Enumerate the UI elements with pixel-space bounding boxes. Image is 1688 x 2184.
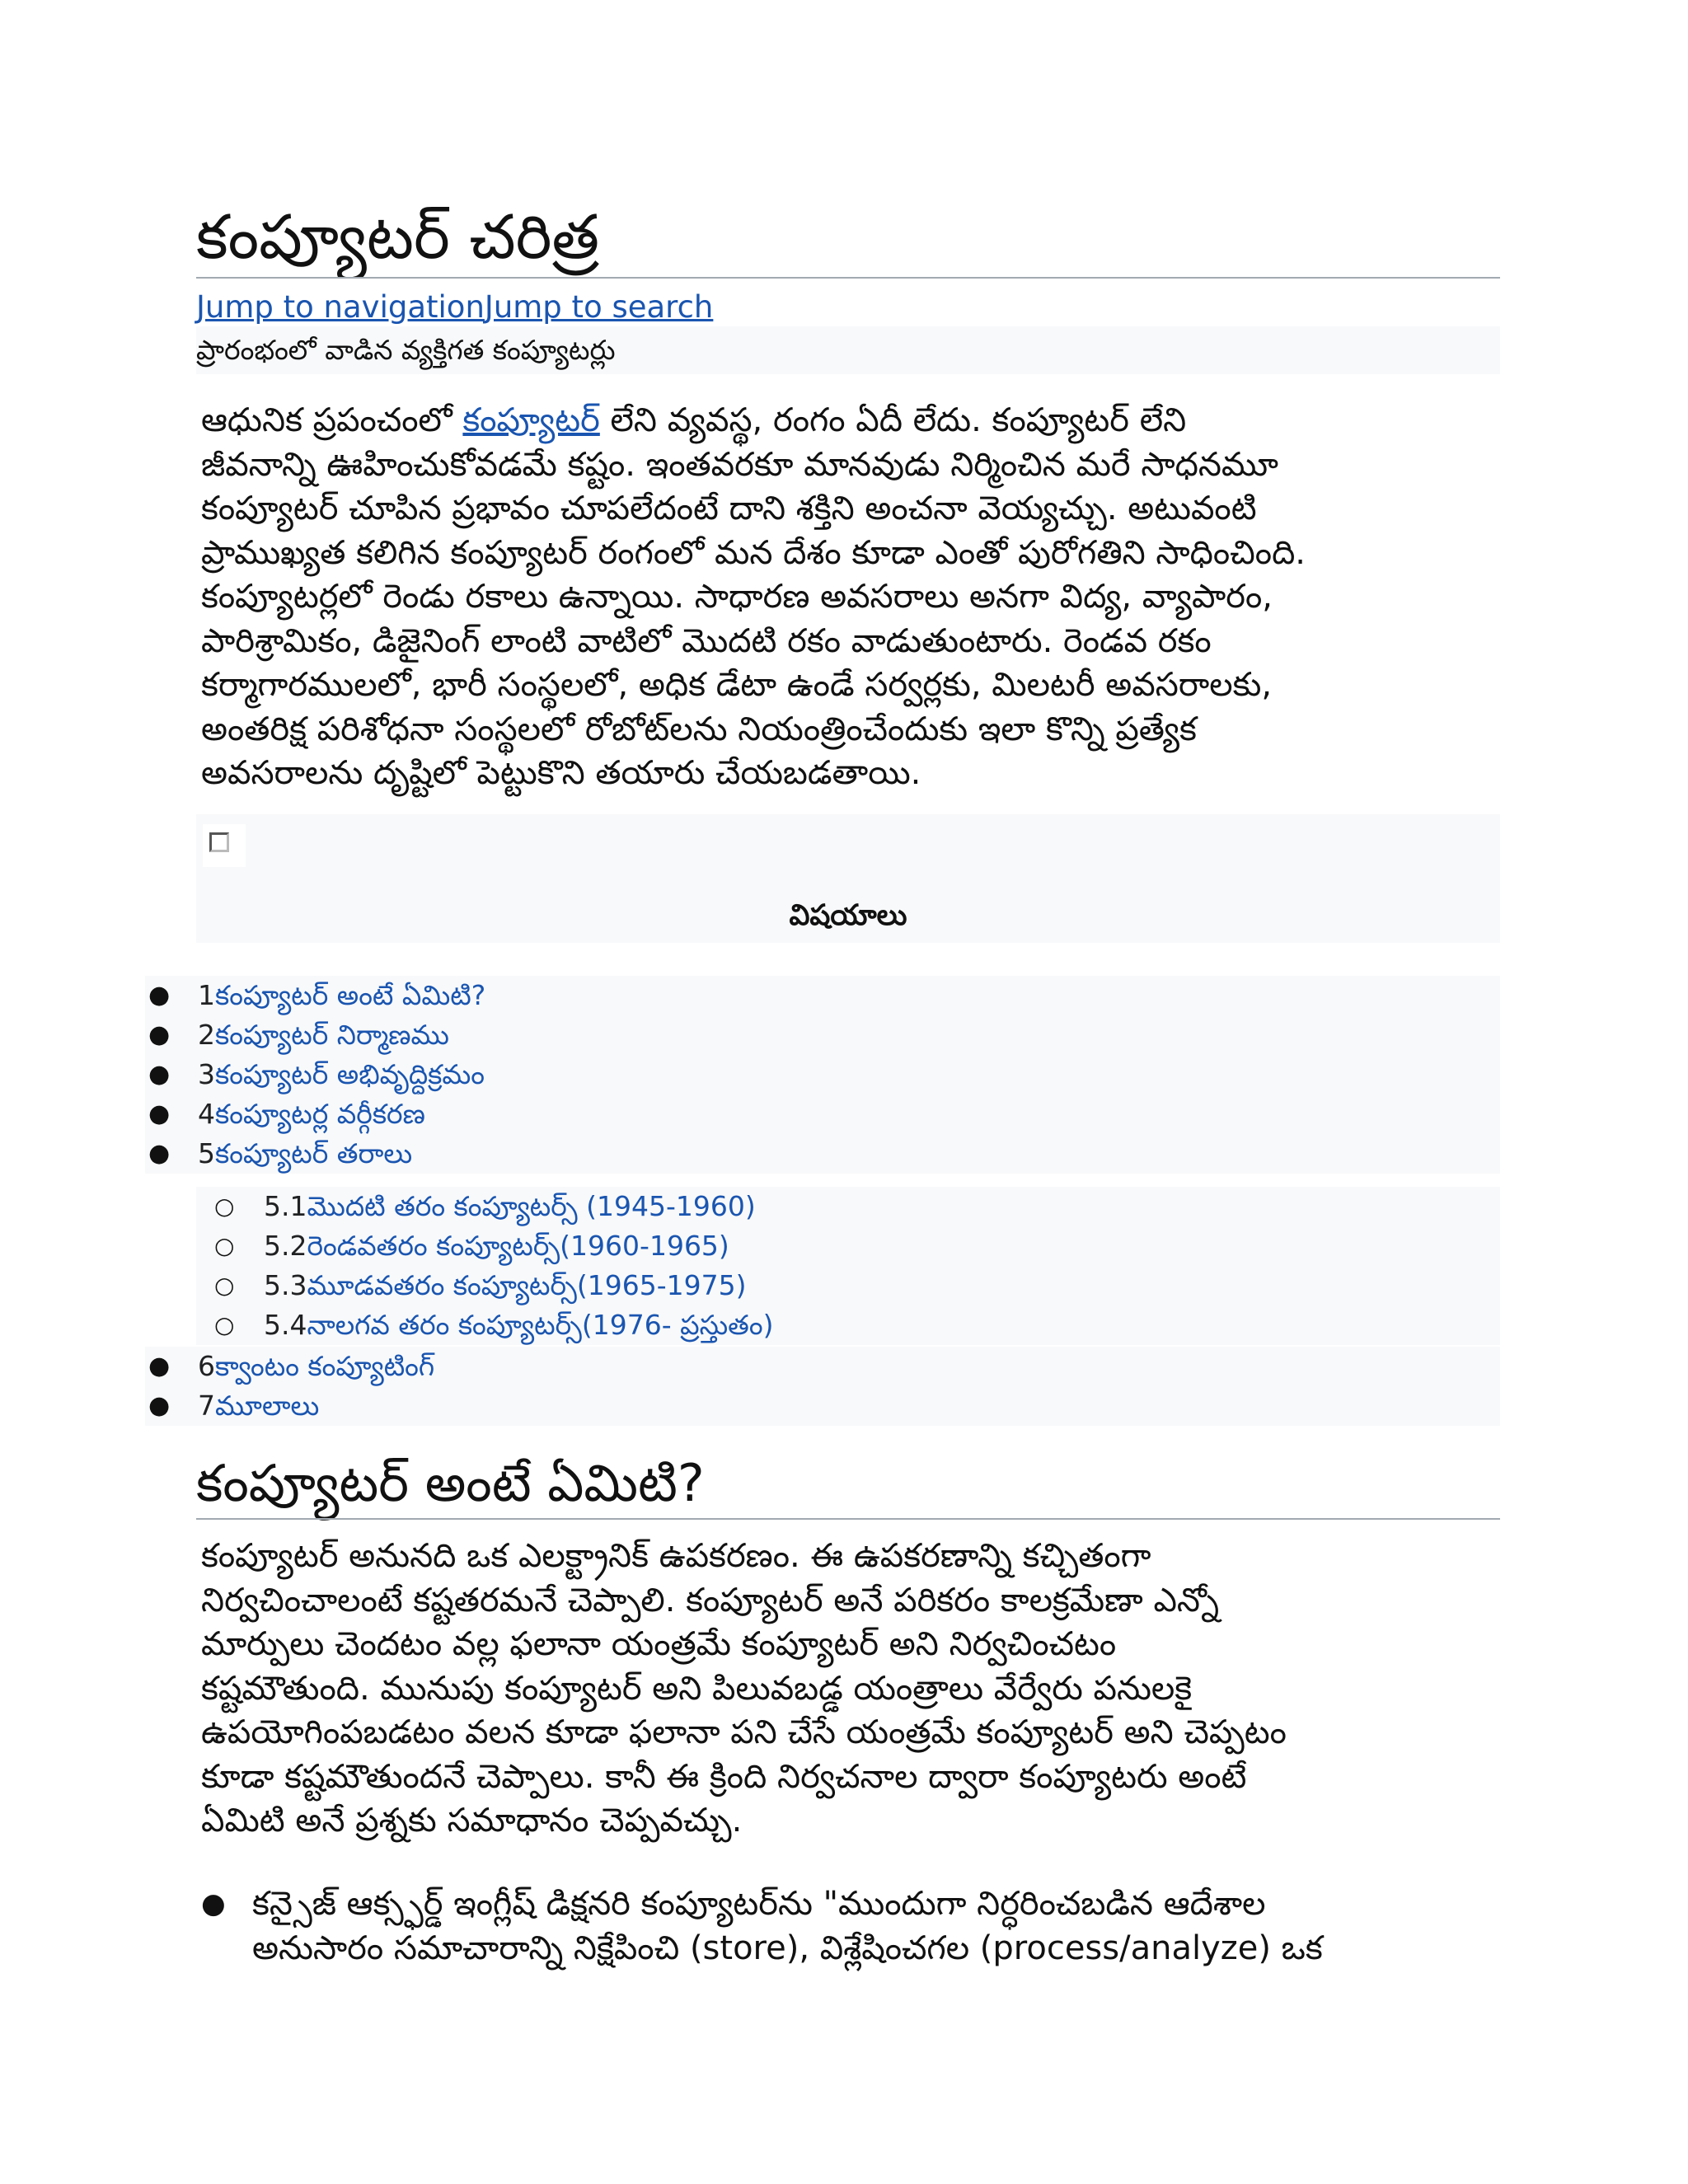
toc-subitem[interactable] <box>196 1266 1500 1305</box>
toc-number: 5.3 <box>264 1269 307 1301</box>
toc-title: విషయాలు <box>789 899 907 932</box>
toc-subitem[interactable] <box>196 1305 1500 1345</box>
paragraph-line: నిర్వచించాలంటే కష్టతరమనే చెప్పాలి. కంప్యూటర్ అనే పరికరం కాలక్రమేణా ఎన్నో <box>201 1581 1219 1619</box>
intro-line: ప్రాముఖ్యత కలిగిన కంప్యూటర్ రంగంలో మన దేశం కూడా ఎంతో పురోగతిని సాధించింది. <box>201 533 1306 572</box>
intro-line: జీవనాన్ని ఊహించుకోవడమే కష్టం. ఇంతవరకూ మానవుడు నిర్మించిన మరే సాధనమూ <box>201 445 1278 484</box>
toc-link[interactable]: మూడవతరం కంప్యూటర్స్(1965-1975) <box>307 1269 747 1301</box>
paragraph-line: కూడా కష్టమౌతుందనే చెప్పాలు. కానీ ఈ క్రింది నిర్వచనాల ద్వారా కంప్యూటరు అంటే <box>201 1757 1247 1796</box>
section-divider <box>196 1518 1500 1520</box>
bullet-icon: ● <box>148 1020 171 1049</box>
paragraph-line: ఉపయోగింపబడటం వలన కూడా ఫలానా పని చేసే యంత్రమే కంప్యూటర్ అని చెప్పటం <box>201 1713 1287 1751</box>
toc-number: 1 <box>198 979 215 1011</box>
image-caption: ప్రారంభంలో వాడిన వ్యక్తిగత కంప్యూటర్లు <box>196 326 1500 374</box>
section-heading: కంప్యూటర్ అంటే ఏమిటి? <box>196 1453 705 1513</box>
paragraph-line: మార్పులు చెందటం వల్ల ఫలానా యంత్రమే కంప్యూటర్ అని నిర్వచించటం <box>201 1625 1117 1663</box>
bullet-icon: ● <box>148 1139 171 1168</box>
definition-item <box>252 1882 1489 1971</box>
bullet-icon: ● <box>148 981 171 1010</box>
toc-link[interactable]: మొదటి తరం కంప్యూటర్స్ (1945-1960) <box>307 1190 756 1222</box>
toc-link[interactable]: కంప్యూటర్ అభివృద్ధిక్రమం <box>215 1058 485 1090</box>
bullet-icon: ● <box>201 1887 226 1920</box>
toc-number: 6 <box>198 1350 215 1382</box>
jump-links <box>196 288 713 326</box>
toc-link[interactable]: కంప్యూటర్ తరాలు <box>215 1137 413 1169</box>
toc-link[interactable]: కంప్యూటర్ల వర్గీకరణ <box>215 1098 425 1130</box>
intro-paragraph <box>201 399 1495 796</box>
section-paragraph <box>201 1535 1495 1844</box>
toc-link[interactable]: కంప్యూటర్ నిర్మాణము <box>215 1019 449 1051</box>
toc-link[interactable]: నాలగవ తరం కంప్యూటర్స్(1976- ప్రస్తుతం) <box>307 1309 774 1341</box>
toc-item[interactable] <box>145 976 1500 1015</box>
intro-text: ఆధునిక ప్రపంచంలో <box>201 401 463 439</box>
toc-number: 7 <box>198 1390 215 1422</box>
toc-number: 5.2 <box>264 1230 307 1262</box>
intro-line: పారిశ్రామికం, డిజైనింగ్ లాంటి వాటిలో మొదటి రకం వాడుతుంటారు. రెండవ రకం <box>201 621 1212 660</box>
toc-item[interactable] <box>145 1055 1500 1094</box>
paragraph-line: కంప్యూటర్ అనునది ఒక ఎలక్ట్రానిక్ ఉపకరణం. ఈ ఉపకరణాన్ని కచ్చితంగా <box>201 1537 1151 1575</box>
bullet-icon: ● <box>148 1060 171 1089</box>
intro-line: కంప్యూటర్లలో రెండు రకాలు ఉన్నాయి. సాధారణ అవసరాలు అనగా విద్య, వ్యాపారం, <box>201 578 1273 616</box>
toc-item[interactable] <box>145 1094 1500 1134</box>
toc-entry <box>198 1134 412 1174</box>
jump-to-navigation-link[interactable]: Jump to navigation <box>196 289 485 325</box>
toc-item[interactable] <box>145 1347 1500 1386</box>
toc-entry <box>264 1266 746 1305</box>
intro-line: కర్మాగారములలో, భారీ సంస్థలలో, అధిక డేటా ఉండే సర్వర్లకు, మిలటరీ అవసరాలకు, <box>201 666 1273 704</box>
definition-line: కన్సైజ్ ఆక్స్ఫర్డ్ ఇంగ్లీష్ డిక్షనరి కంప్యూటర్‌ను "ముందుగా నిర్ధరించబడిన ఆదేశాల <box>252 1885 1266 1923</box>
definition-line: అనుసారం సమాచారాన్ని నిక్షేపించి (store), విశ్లేషించగల (process/analyze) ఒక <box>252 1929 1323 1967</box>
toc-item[interactable] <box>145 1386 1500 1426</box>
toc-item[interactable] <box>145 1015 1500 1055</box>
toc-number: 5.1 <box>264 1190 307 1222</box>
toc-entry <box>198 1094 425 1134</box>
intro-line: కంప్యూటర్ చూపిన ప్రభావం చూపలేదంటే దాని శక్తిని అంచనా వెయ్యచ్చు. అటువంటి <box>201 490 1257 527</box>
toc-number: 5 <box>198 1137 215 1169</box>
toc-subitem[interactable] <box>196 1226 1500 1266</box>
toc-link[interactable]: మూలాలు <box>215 1390 320 1422</box>
intro-line: అవసరాలను దృష్టిలో పెట్టుకొని తయారు చేయబడతాయి. <box>201 754 921 792</box>
toc-link[interactable]: రెండవతరం కంప్యూటర్స్(1960-1965) <box>307 1230 729 1262</box>
bullet-icon: ● <box>148 1391 171 1420</box>
bullet-icon: ● <box>148 1352 171 1380</box>
toc-link[interactable]: క్వాంటం కంప్యూటింగ్ <box>215 1350 435 1382</box>
toc-entry <box>198 1055 485 1094</box>
paragraph-line: ఏమిటి అనే ప్రశ్నకు సమాధానం చెప్పవచ్చు. <box>201 1802 743 1840</box>
toc-number: 4 <box>198 1098 215 1130</box>
toc-number: 2 <box>198 1019 215 1051</box>
circle-bullet-icon: ○ <box>214 1193 235 1220</box>
toc-entry <box>198 1347 434 1386</box>
toc-entry <box>264 1226 729 1266</box>
toc-header <box>196 814 1500 943</box>
toc-entry <box>264 1305 773 1345</box>
toc-toggle-checkbox[interactable] <box>203 824 246 867</box>
page-title: కంప్యూటర్ చరిత్ర <box>196 202 600 273</box>
toc-item[interactable] <box>145 1134 1500 1174</box>
toc-entry <box>264 1187 756 1226</box>
intro-line: అంతరిక్ష పరిశోధనా సంస్థలలో రోబోట్‌లను నియంత్రించేందుకు ఇలా కొన్ని ప్రత్యేక <box>201 710 1197 748</box>
checkbox-icon <box>209 832 229 852</box>
paragraph-line: కష్టమౌతుంది. మునుపు కంప్యూటర్ అని పిలువబడ్డ యంత్రాలు వేర్వేరు పనులకై <box>201 1669 1193 1708</box>
circle-bullet-icon: ○ <box>214 1232 235 1259</box>
toc-entry <box>198 1386 319 1426</box>
toc-entry <box>198 976 485 1015</box>
jump-to-search-link[interactable]: Jump to search <box>484 289 714 325</box>
bullet-icon: ● <box>148 1099 171 1128</box>
computer-link[interactable]: కంప్యూటర్ <box>462 401 600 439</box>
intro-text: లేని వ్యవస్థ, రంగం ఏదీ లేదు. కంప్యూటర్ లేని <box>599 401 1187 439</box>
circle-bullet-icon: ○ <box>214 1272 235 1299</box>
intro-line <box>201 399 1495 443</box>
toc-link[interactable]: కంప్యూటర్ అంటే ఏమిటి? <box>215 979 486 1011</box>
circle-bullet-icon: ○ <box>214 1311 235 1338</box>
toc-number: 5.4 <box>264 1309 307 1341</box>
toc-subitem[interactable] <box>196 1187 1500 1226</box>
toc-number: 3 <box>198 1058 215 1090</box>
toc-entry <box>198 1015 449 1055</box>
title-divider <box>196 277 1500 279</box>
